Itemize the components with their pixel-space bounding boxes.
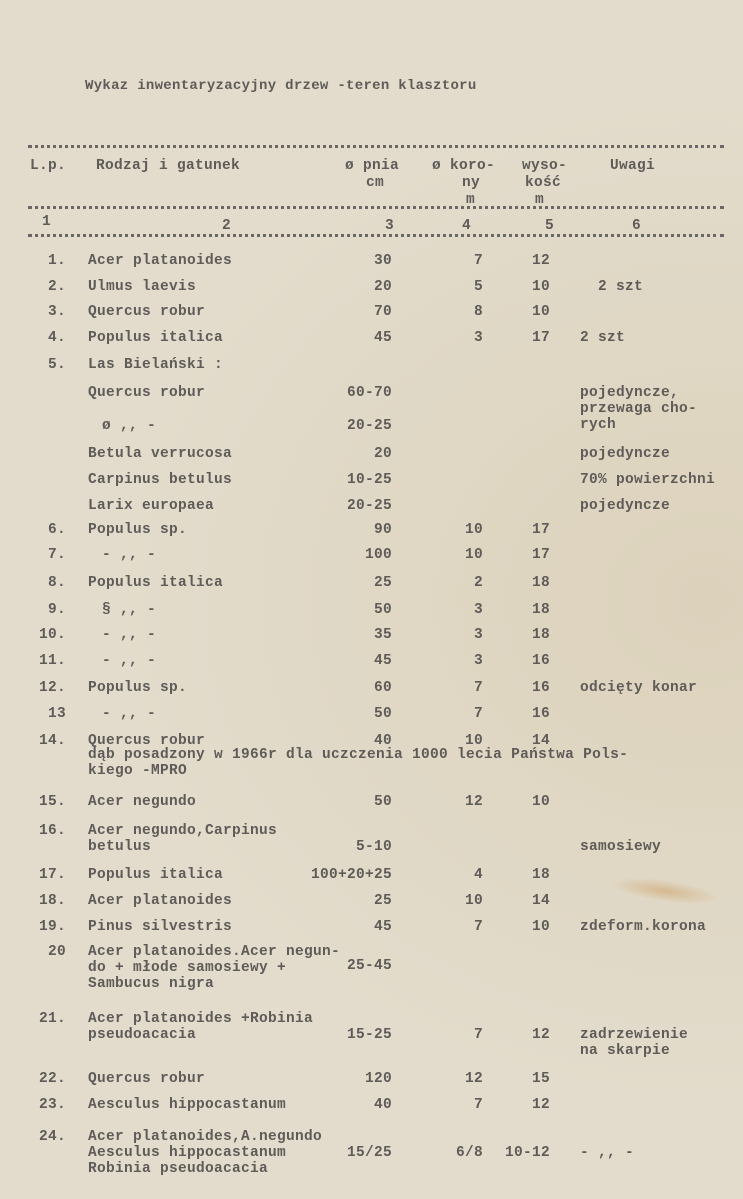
row-trunk-diameter: 100+20+25 xyxy=(310,867,392,883)
row-species: Acer platanoides.Acer negun- xyxy=(88,944,341,960)
row-species: - ,, - xyxy=(102,706,157,722)
row-lp: 24. xyxy=(38,1129,66,1145)
row-species: Aesculus hippocastanum xyxy=(88,1145,287,1161)
row-height: 14 xyxy=(531,893,550,909)
row-crown-diameter: 3 xyxy=(473,330,483,346)
row-crown-diameter: 10 xyxy=(464,733,483,749)
row-species: Acer platanoides xyxy=(88,893,233,909)
row-lp: 4. xyxy=(47,330,66,346)
row-trunk-diameter: 35 xyxy=(373,627,392,643)
row-notes: pojedyncze, xyxy=(580,385,680,401)
row-species: Quercus robur xyxy=(88,385,206,401)
row-species: Acer platanoides +Robinia xyxy=(88,1011,314,1027)
row-lp: 9. xyxy=(47,602,66,618)
row-trunk-diameter: 70 xyxy=(373,304,392,320)
row-crown-diameter: 7 xyxy=(473,706,483,722)
row-lp: 5. xyxy=(47,357,66,373)
row-notes: 70% powierzchni xyxy=(580,472,716,488)
column-number-2: 2 xyxy=(222,218,232,234)
row-species: Acer negundo,Carpinus xyxy=(88,823,278,839)
row-height: 10-12 xyxy=(504,1145,550,1161)
row-lp: 18. xyxy=(38,893,66,909)
row-crown-diameter: 7 xyxy=(473,1027,483,1043)
column-number-1: 1 xyxy=(42,214,52,230)
row-species: Carpinus betulus xyxy=(88,472,233,488)
header-height-unit: m xyxy=(535,192,545,208)
row-species: Populus italica xyxy=(88,575,224,591)
row-lp: 7. xyxy=(47,547,66,563)
row-crown-diameter: 12 xyxy=(464,794,483,810)
header-crown: ø koro- xyxy=(432,158,496,174)
header-crown-unit: m xyxy=(466,192,476,208)
row-species: Robinia pseudoacacia xyxy=(88,1161,269,1177)
column-number-6: 6 xyxy=(632,218,642,234)
row-crown-diameter: 3 xyxy=(473,627,483,643)
row-height: 14 xyxy=(531,733,550,749)
row-lp: 3. xyxy=(47,304,66,320)
row-lp: 2. xyxy=(47,279,66,295)
row-crown-diameter: 10 xyxy=(464,522,483,538)
row-trunk-diameter: 20-25 xyxy=(346,498,392,514)
row-lp: 8. xyxy=(47,575,66,591)
row-height: 18 xyxy=(531,575,550,591)
row-species: pseudoacacia xyxy=(88,1027,197,1043)
row-trunk-diameter: 45 xyxy=(373,653,392,669)
row-trunk-diameter: 40 xyxy=(373,733,392,749)
row-species: Populus sp. xyxy=(88,522,188,538)
row-trunk-diameter: 20 xyxy=(373,446,392,462)
row-species: Ulmus laevis xyxy=(88,279,197,295)
row-crown-diameter: 5 xyxy=(473,279,483,295)
row-lp: 16. xyxy=(38,823,66,839)
row-crown-diameter: 7 xyxy=(473,1097,483,1113)
row-trunk-diameter: 15/25 xyxy=(346,1145,392,1161)
row-height: 18 xyxy=(531,602,550,618)
row-lp: 15. xyxy=(38,794,66,810)
row-trunk-diameter: 120 xyxy=(364,1071,392,1087)
row-trunk-diameter: 60-70 xyxy=(346,385,392,401)
row-species: betulus xyxy=(88,839,152,855)
row-species: Quercus robur xyxy=(88,733,206,749)
row-species: - ,, - xyxy=(102,653,157,669)
row-crown-diameter: 8 xyxy=(473,304,483,320)
row-height: 18 xyxy=(531,627,550,643)
row-species: § ,, - xyxy=(102,602,157,618)
row-notes: samosiewy xyxy=(580,839,662,855)
row-trunk-diameter: 100 xyxy=(364,547,392,563)
row-lp: 11. xyxy=(38,653,66,669)
row-trunk-diameter: 25 xyxy=(373,893,392,909)
header-trunk: ø pnia xyxy=(345,158,400,174)
header-rule-middle xyxy=(28,206,724,209)
row-trunk-diameter: 20 xyxy=(373,279,392,295)
row-species: Larix europaea xyxy=(88,498,215,514)
row-lp: 23. xyxy=(38,1097,66,1113)
row-lp: 1. xyxy=(47,253,66,269)
row-species: Populus sp. xyxy=(88,680,188,696)
row-crown-diameter: 7 xyxy=(473,680,483,696)
row-species: Betula verrucosa xyxy=(88,446,233,462)
row-trunk-diameter: 45 xyxy=(373,330,392,346)
row-notes: na skarpie xyxy=(580,1043,671,1059)
row-lp: 20 xyxy=(47,944,66,960)
header-notes: Uwagi xyxy=(610,158,656,174)
row-lp: 21. xyxy=(38,1011,66,1027)
row-extra-note: kiego -MPRO xyxy=(88,763,188,779)
row-lp: 6. xyxy=(47,522,66,538)
row-height: 12 xyxy=(531,1097,550,1113)
column-number-4: 4 xyxy=(462,218,472,234)
row-trunk-diameter: 30 xyxy=(373,253,392,269)
row-crown-diameter: 4 xyxy=(473,867,483,883)
header-species: Rodzaj i gatunek xyxy=(96,158,241,174)
row-notes: odcięty konar xyxy=(580,680,698,696)
row-lp: 12. xyxy=(38,680,66,696)
row-species: Aesculus hippocastanum xyxy=(88,1097,287,1113)
row-notes: 2 szt xyxy=(598,279,644,295)
row-trunk-diameter: 90 xyxy=(373,522,392,538)
row-crown-diameter: 6/8 xyxy=(455,1145,483,1161)
row-notes: rych xyxy=(580,417,617,433)
row-height: 10 xyxy=(531,304,550,320)
row-trunk-diameter: 25 xyxy=(373,575,392,591)
row-species: Sambucus nigra xyxy=(88,976,215,992)
row-height: 17 xyxy=(531,330,550,346)
row-height: 15 xyxy=(531,1071,550,1087)
row-trunk-diameter: 50 xyxy=(373,706,392,722)
row-lp: 14. xyxy=(38,733,66,749)
header-rule-bottom xyxy=(28,234,724,237)
header-trunk-unit: cm xyxy=(366,175,385,191)
row-height: 16 xyxy=(531,680,550,696)
row-species: ø ,, - xyxy=(102,418,157,434)
column-number-5: 5 xyxy=(545,218,555,234)
row-species: Acer platanoides xyxy=(88,253,233,269)
row-species: Acer negundo xyxy=(88,794,197,810)
row-species: - ,, - xyxy=(102,627,157,643)
row-species: Populus italica xyxy=(88,867,224,883)
row-trunk-diameter: 10-25 xyxy=(346,472,392,488)
row-lp: 10. xyxy=(38,627,66,643)
row-species: - ,, - xyxy=(102,547,157,563)
row-notes: zdeform.korona xyxy=(580,919,707,935)
row-species: Quercus robur xyxy=(88,304,206,320)
row-height: 17 xyxy=(531,522,550,538)
row-height: 10 xyxy=(531,279,550,295)
row-crown-diameter: 7 xyxy=(473,919,483,935)
row-trunk-diameter: 25-45 xyxy=(346,958,392,974)
row-species: Las Bielański : xyxy=(88,357,224,373)
document-title: Wykaz inwentaryzacyjny drzew -teren klasztoru xyxy=(85,78,477,94)
row-notes: pojedyncze xyxy=(580,498,671,514)
row-species: Acer platanoides,A.negundo xyxy=(88,1129,323,1145)
row-trunk-diameter: 50 xyxy=(373,602,392,618)
row-crown-diameter: 3 xyxy=(473,653,483,669)
row-lp: 22. xyxy=(38,1071,66,1087)
row-lp: 17. xyxy=(38,867,66,883)
row-extra-note: dąb posadzony w 1966r dla uczczenia 1000 lecia Państwa Pols- xyxy=(88,747,629,763)
row-notes: zadrzewienie xyxy=(580,1027,689,1043)
row-crown-diameter: 10 xyxy=(464,893,483,909)
header-height: wyso- xyxy=(522,158,568,174)
row-trunk-diameter: 40 xyxy=(373,1097,392,1113)
row-crown-diameter: 3 xyxy=(473,602,483,618)
header-rule-top xyxy=(28,145,724,148)
row-trunk-diameter: 60 xyxy=(373,680,392,696)
row-notes: - ,, - xyxy=(580,1145,635,1161)
row-height: 12 xyxy=(531,253,550,269)
header-height-2: kość xyxy=(525,175,562,191)
row-species: Quercus robur xyxy=(88,1071,206,1087)
header-crown-2: ny xyxy=(462,175,481,191)
row-crown-diameter: 12 xyxy=(464,1071,483,1087)
header-lp: L.p. xyxy=(30,158,67,174)
row-height: 16 xyxy=(531,706,550,722)
row-crown-diameter: 7 xyxy=(473,253,483,269)
row-trunk-diameter: 5-10 xyxy=(355,839,392,855)
row-trunk-diameter: 45 xyxy=(373,919,392,935)
column-number-3: 3 xyxy=(385,218,395,234)
row-height: 16 xyxy=(531,653,550,669)
row-lp: 19. xyxy=(38,919,66,935)
paper-stain xyxy=(609,872,721,909)
row-trunk-diameter: 50 xyxy=(373,794,392,810)
row-notes: przewaga cho- xyxy=(580,401,698,417)
row-species: do + młode samosiewy + xyxy=(88,960,287,976)
row-height: 10 xyxy=(531,794,550,810)
row-height: 12 xyxy=(531,1027,550,1043)
row-height: 17 xyxy=(531,547,550,563)
row-height: 10 xyxy=(531,919,550,935)
row-species: Pinus silvestris xyxy=(88,919,233,935)
row-lp: 13 xyxy=(47,706,66,722)
row-notes: pojedyncze xyxy=(580,446,671,462)
row-species: Populus italica xyxy=(88,330,224,346)
row-trunk-diameter: 20-25 xyxy=(346,418,392,434)
row-height: 18 xyxy=(531,867,550,883)
row-crown-diameter: 10 xyxy=(464,547,483,563)
row-trunk-diameter: 15-25 xyxy=(346,1027,392,1043)
row-notes: 2 szt xyxy=(580,330,626,346)
row-crown-diameter: 2 xyxy=(473,575,483,591)
